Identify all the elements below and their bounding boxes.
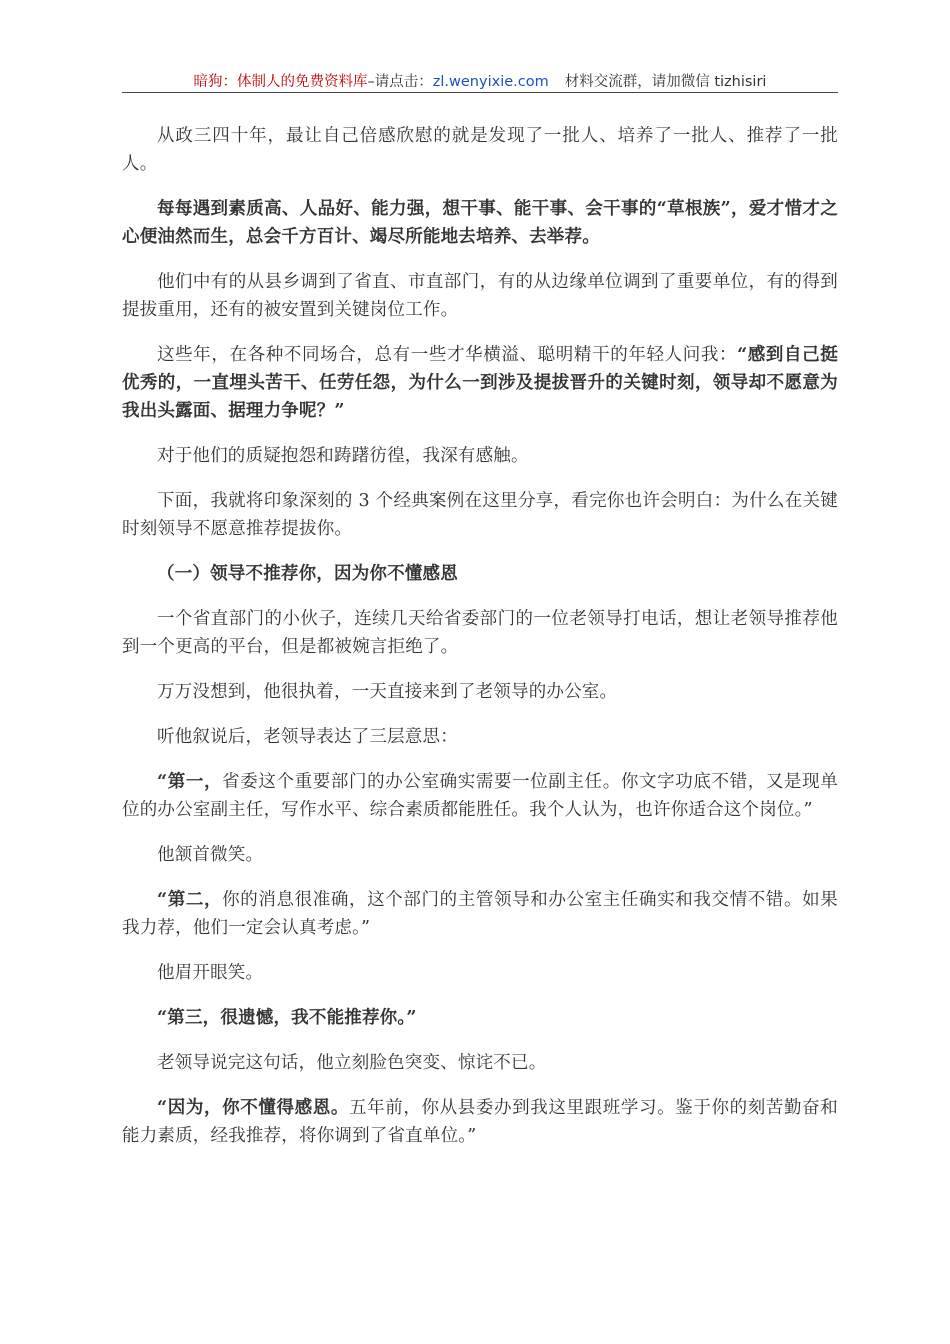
paragraph-bold-text: “第三，很遗憾，我不能推荐你。” <box>157 1008 417 1028</box>
paragraph-text: 老领导说完这句话，他立刻脸色突变、惊诧不已。 <box>157 1053 547 1073</box>
page-header <box>122 70 838 91</box>
paragraph-text: 他颔首微笑。 <box>157 845 264 865</box>
paragraph-text: 省委这个重要部门的办公室确实需要一位副主任。你文字功底不错，又是现单位的办公室副主任，写作水平、综合素质都能胜任。我个人认为，也许你适合这个岗位。” <box>122 772 838 820</box>
section-heading <box>122 560 838 588</box>
article-body <box>122 122 838 1167</box>
paragraph <box>122 1004 838 1032</box>
paragraph-bold-text: 每每遇到素质高、人品好、能力强，想干事、能干事、会干事的“草根族”，爱才惜才之心便油然而生，总会千方百计、竭尽所能地去培养、去举荐。 <box>122 199 838 247</box>
paragraph <box>122 886 838 942</box>
paragraph-bold-text: “第二， <box>157 890 223 910</box>
paragraph <box>122 341 838 425</box>
paragraph-bold-text: “感到自己挺优秀的，一直埋头苦干、任劳任怨，为什么一到涉及提拔晋升的关键时刻，领导却不愿意为我出头露面、据理力争呢？” <box>122 345 838 421</box>
paragraph-bold-text: “因为，你不懂得感恩。 <box>157 1098 349 1118</box>
paragraph-text: 下面，我就将印象深刻的 3 个经典案例在这里分享，看完你也许会明白：为什么在关键时刻领导不愿意推荐提拔你。 <box>122 491 838 539</box>
paragraph <box>122 487 838 543</box>
paragraph-text: 一个省直部门的小伙子，连续几天给省委部门的一位老领导打电话，想让老领导推荐他到一个更高的平台，但是都被婉言拒绝了。 <box>122 609 838 657</box>
paragraph <box>122 195 838 251</box>
paragraph-text: 从政三四十年，最让自己倍感欣慰的就是发现了一批人、培养了一批人、推荐了一批人。 <box>122 126 838 174</box>
section-heading-text: （一）领导不推荐你，因为你不懂感恩 <box>157 564 458 584</box>
paragraph-text: 万万没想到，他很执着，一天直接来到了老领导的办公室。 <box>157 682 618 702</box>
header-link[interactable]: zl.wenyixie.com <box>432 74 549 90</box>
header-note: 材料交流群，请加微信 tizhisiri <box>564 74 767 90</box>
paragraph <box>122 841 838 869</box>
paragraph <box>122 605 838 661</box>
paragraph-text: 听他叙说后，老领导表达了三层意思： <box>157 727 458 747</box>
paragraph <box>122 442 838 470</box>
header-prompt: –请点击： <box>367 74 433 90</box>
paragraph-text: 他眉开眼笑。 <box>157 963 264 983</box>
paragraph <box>122 768 838 824</box>
paragraph <box>122 723 838 751</box>
header-divider <box>122 92 838 93</box>
paragraph <box>122 268 838 324</box>
paragraph-text: 你的消息很准确，这个部门的主管领导和办公室主任确实和我交情不错。如果我力荐，他们一定会认真考虑。” <box>122 890 838 938</box>
paragraph <box>122 1094 838 1150</box>
paragraph <box>122 678 838 706</box>
paragraph-bold-text: “第一， <box>157 772 223 792</box>
paragraph-text: 对于他们的质疑抱怨和踌躇彷徨，我深有感触。 <box>157 446 529 466</box>
paragraph <box>122 1049 838 1077</box>
paragraph <box>122 122 838 178</box>
header-brand: 暗狗：体制人的免费资料库 <box>193 74 368 90</box>
paragraph <box>122 959 838 987</box>
paragraph-text: 他们中有的从县乡调到了省直、市直部门，有的从边缘单位调到了重要单位，有的得到提拔重用，还有的被安置到关键岗位工作。 <box>122 272 838 320</box>
paragraph-text: 这些年，在各种不同场合，总有一些才华横溢、聪明精干的年轻人问我： <box>157 345 738 365</box>
paragraph-text: 五年前，你从县委办到我这里跟班学习。鉴于你的刻苦勤奋和能力素质，经我推荐，将你调到了省直单位。” <box>122 1098 839 1146</box>
